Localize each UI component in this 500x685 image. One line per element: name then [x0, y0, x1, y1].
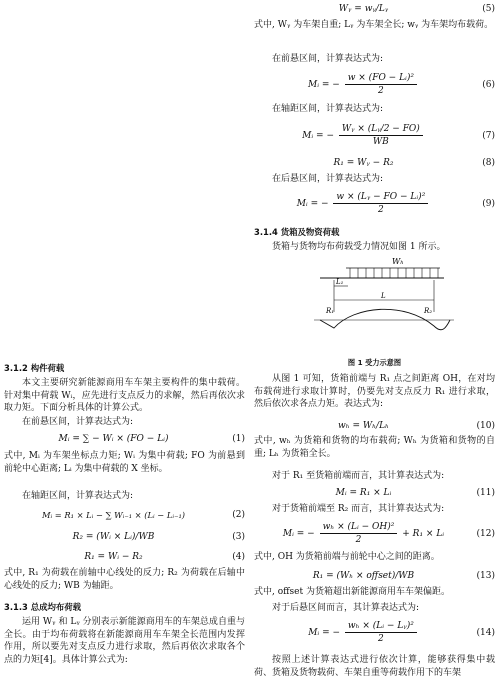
text-after-eq10: 式中, wₕ 为货箱和货物的均布载荷; Wₕ 为货箱和货物的自重; Lₕ 为货箱全长。: [254, 436, 495, 459]
equation-13: R₁ = (Wₕ × offset)/WB (13): [312, 571, 495, 581]
equation-12: Mᵢ = − $\frac{\text{wₕ × (Lᵢ − OH)²}}{2}$ + R₁ × Lᵢ (12): [282, 522, 495, 545]
left-column: [4, 0, 245, 685]
label-r2: R₂: [424, 307, 433, 315]
equation-2: Mᵢ = R₁ × Lᵢ − ∑ Wᵢ₋₁ × (Lᵢ − Lᵢ₋₁) (2): [41, 510, 245, 520]
r2-section-label: 对于货箱前端至 R₂ 而言，其计算表达式为:: [272, 504, 445, 514]
wheelbase-label: 在轴距区间，计算表达式为:: [22, 491, 134, 501]
right-column: [254, 0, 495, 685]
text-after-eq13: 式中, offset 为货箱超出新能源商用车车架偏距。: [254, 587, 450, 597]
text-after-eq12: 式中, OH 为货箱前端与前轮中心之间的距离。: [254, 552, 440, 562]
paragraph-3-1-4: 货箱与货物均布荷载受力情况如图 1 所示。: [272, 242, 446, 252]
section-heading-3-1-2: 3.1.2 构件荷载: [4, 363, 65, 373]
section-heading-3-1-4: 3.1.4 货箱及物资荷载: [254, 227, 340, 237]
equation-3: R₂ = (Wᵢ × Lᵢ)/WB (3): [72, 532, 245, 542]
front-overhang-label-right: 在前悬区间，计算表达式为:: [272, 54, 384, 64]
front-overhang-label: 在前悬区间，计算表达式为:: [22, 417, 134, 427]
figure-1-caption: 图 1 受力示意图: [347, 358, 402, 367]
equation-4: R₁ = Wᵢ − R₂ (4): [84, 552, 245, 562]
paragraph-after-figure: 从图 1 可知，货箱前端与 R₁ 点之间距离 OH，在对均布载荷进行求取计算时，仍要先对支点反力 R₁ 进行求取，然后依次求各点力矩。表达式为:: [254, 374, 495, 410]
rear-section-label: 对于后悬区间而言，其计算表达式为:: [272, 603, 420, 613]
equation-9: Mᵢ = − $\frac{\text{w × (Lᵧ − FO − Lᵢ)²}}{2}$ (9): [296, 192, 495, 215]
equation-11: Mᵢ = R₁ × Lᵢ (11): [335, 488, 495, 498]
equation-5: Wᵧ = wᵧ/Lᵧ (5): [338, 4, 495, 14]
distributed-load-hatch: [350, 268, 438, 278]
wheelbase-label-right: 在轴距区间，计算表达式为:: [272, 104, 384, 114]
equation-6: Mᵢ = − $\frac{\text{w × (FO − Lᵢ)²}}{2}$ (6): [308, 73, 495, 96]
equation-1: Mᵢ = ∑ − Wᵢ × (FO − Lᵢ) (1): [58, 434, 245, 444]
equation-7: Mᵢ = − $\frac{\text{Wᵧ × (Lᵧ/2 − FO)}}{WB}$ (7): [302, 124, 495, 147]
paragraph-3-1-2: 本文主要研究新能源商用车车架主要构件的集中载荷。针对集中荷载 Wᵢ，应先进行支点反力的求解，然后再依次求取力矩。下面分析具体的计算公式。: [4, 378, 245, 414]
equation-8: R₁ = Wᵧ − R₂ (8): [333, 158, 495, 168]
figure-1-force-diagram: [254, 256, 495, 351]
final-paragraph: 按照上述计算表达式进行依次计算，能够获得集中载荷、货箱及货物载荷、车架自重等荷载作用下的车架: [254, 655, 495, 678]
label-r1: R₁: [326, 307, 335, 315]
label-wh: Wₕ: [392, 257, 404, 266]
section-heading-3-1-3: 3.1.3 总成均布荷载: [4, 602, 82, 612]
force-diagram-svg: [254, 256, 495, 351]
label-l1: L₁: [336, 278, 344, 286]
paragraph-3-1-3: 运用 Wᵧ 和 Lᵧ 分别表示新能源商用车的车架总成自重与全长。由于均布荷载将在新能源商用车车架全长范围内发挥作用，所以要先对支点反力进行求取，然后再依次求取各个点的力矩[4]。具体计算公式为:: [4, 617, 245, 665]
equation-10: wₕ = Wₕ/Lₕ (10): [338, 421, 495, 431]
text-after-eq1: 式中, Mᵢ 为车架坐标点力矩; Wᵢ 为集中荷载; FO 为前悬到前轮中心距离; Lᵢ 为集中荷载的 X 坐标。: [4, 451, 245, 474]
equation-14: Mᵢ = − $\frac{\text{wₕ × (Lᵢ − Lᵧ)²}}{2}$ (14): [308, 621, 495, 644]
text-after-eq5: 式中, Wᵧ 为车架自重; Lᵧ 为车架全长; wᵧ 为车架均布载荷。: [254, 20, 494, 30]
r1-section-label: 对于 R₁ 至货箱前端而言，其计算表达式为:: [272, 471, 445, 481]
label-l: L: [381, 292, 386, 300]
text-after-eq4: 式中, R₁ 为荷载在前轴中心线处的反力; R₂ 为荷载在后轴中心线处的反力; WB 为轴距。: [4, 568, 245, 591]
rear-overhang-label-right: 在后悬区间，计算表达式为:: [272, 174, 384, 184]
